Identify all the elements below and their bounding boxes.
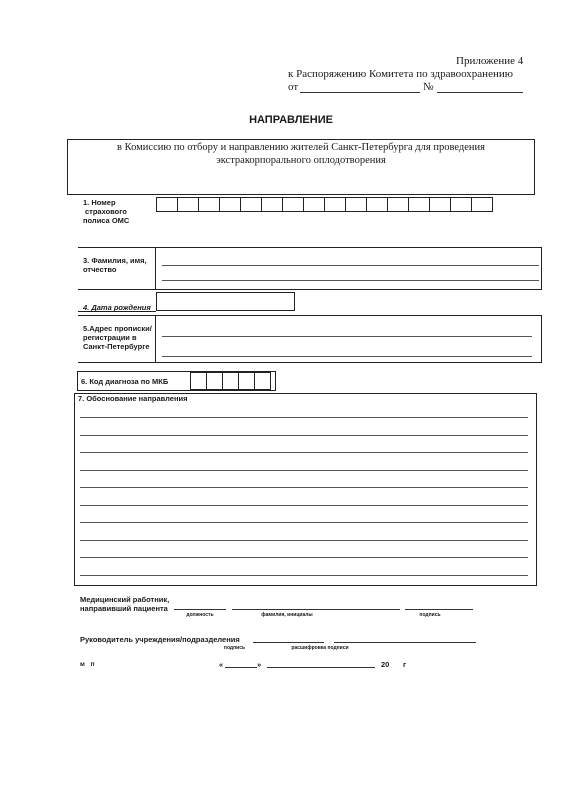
order-number-field[interactable] [437, 92, 523, 93]
policy-digit-cell[interactable] [219, 197, 241, 212]
caption-position: должность [186, 612, 214, 618]
justification-line[interactable] [80, 575, 528, 576]
medic-signature-field[interactable] [405, 609, 473, 610]
policy-digit-cell[interactable] [408, 197, 430, 212]
justification-line[interactable] [80, 470, 528, 471]
policy-label-line-1: 1. Номер [83, 198, 116, 207]
date-open-quote: « [219, 660, 224, 669]
dob-label: 4. Дата рождения [83, 303, 151, 312]
address-label [83, 324, 152, 351]
policy-digit-cell[interactable] [324, 197, 346, 212]
policy-digit-cell[interactable] [429, 197, 451, 212]
icd-digit-cell[interactable] [222, 372, 239, 390]
head-label: Руководитель учреждения/подразделения [80, 635, 240, 644]
icd-digit-cell[interactable] [206, 372, 223, 390]
medic-label-line-2: направивший пациента [80, 604, 168, 613]
justification-line[interactable] [80, 522, 528, 523]
icd-digit-cell[interactable] [190, 372, 207, 390]
icd-code-cells[interactable] [191, 372, 271, 390]
justification-line[interactable] [80, 435, 528, 436]
policy-digit-cell[interactable] [450, 197, 472, 212]
date-year-suffix: г [403, 660, 407, 669]
fio-input-line-1[interactable] [162, 265, 539, 266]
medic-label-line-1: Медицинский работник, [80, 595, 170, 604]
head-signature-field[interactable] [253, 642, 324, 643]
policy-label-line-3: полиса ОМС [83, 216, 130, 225]
order-date-field[interactable] [300, 92, 420, 93]
icd-digit-cell[interactable] [254, 372, 271, 390]
policy-digit-cell[interactable] [177, 197, 199, 212]
policy-label [83, 198, 129, 225]
appendix-label: Приложение 4 [456, 55, 524, 67]
fio-label-line-2: отчество [83, 265, 117, 274]
caption-decryption: расшифровка подписи [291, 645, 349, 651]
policy-digit-cell[interactable] [198, 197, 220, 212]
caption-signature-2: подпись [223, 645, 246, 651]
policy-digit-cell[interactable] [471, 197, 493, 212]
dob-field[interactable] [156, 292, 295, 311]
medic-name-field[interactable] [232, 609, 400, 610]
medic-label [80, 595, 169, 613]
justification-line[interactable] [80, 505, 528, 506]
policy-label-line-2: страхового [85, 207, 127, 216]
head-decryption-field[interactable] [334, 642, 476, 643]
policy-number-cells[interactable] [157, 197, 493, 211]
order-reference: к Распоряжению Комитета по здравоохранению [288, 68, 513, 80]
address-divider [155, 315, 156, 363]
purpose-line-2: экстракорпорального оплодотворения [216, 155, 386, 166]
caption-name: фамилия, инициалы [261, 612, 313, 618]
justification-line[interactable] [80, 417, 528, 418]
justification-line[interactable] [80, 487, 528, 488]
justification-line[interactable] [80, 540, 528, 541]
justification-label: 7. Обоснование направления [78, 394, 188, 403]
policy-digit-cell[interactable] [240, 197, 262, 212]
address-label-line-2: регистрации в [83, 333, 137, 342]
fio-box [78, 247, 542, 290]
document-title: НАПРАВЛЕНИЕ [249, 114, 333, 126]
fio-divider [155, 247, 156, 290]
fio-label-line-1: 3. Фамилия, имя, [83, 256, 147, 265]
policy-digit-cell[interactable] [387, 197, 409, 212]
justification-lines[interactable] [80, 405, 528, 585]
fio-input-line-2[interactable] [162, 280, 539, 281]
date-day-field[interactable] [225, 667, 257, 668]
icd-label: 6. Код диагноза по МКБ [81, 377, 169, 386]
order-date-label: от [288, 81, 299, 93]
caption-signature: подпись [419, 612, 441, 618]
date-close-quote: » [257, 660, 262, 669]
medic-position-field[interactable] [174, 609, 226, 610]
date-year-prefix: 20 [381, 660, 390, 669]
address-input-line-1[interactable] [162, 336, 532, 337]
purpose-line-1: в Комиссию по отбору и направлению жителей Санкт-Петербурга для проведения [117, 142, 485, 153]
order-number-label: № [423, 81, 434, 93]
purpose-box [67, 139, 535, 195]
icd-digit-cell[interactable] [238, 372, 255, 390]
policy-digit-cell[interactable] [366, 197, 388, 212]
policy-digit-cell[interactable] [282, 197, 304, 212]
policy-digit-cell[interactable] [261, 197, 283, 212]
policy-digit-cell[interactable] [345, 197, 367, 212]
address-label-line-3: Санкт-Петербурге [83, 342, 150, 351]
stamp-label: м п [80, 661, 97, 668]
address-input-line-2[interactable] [162, 356, 532, 357]
policy-digit-cell[interactable] [156, 197, 178, 212]
policy-digit-cell[interactable] [303, 197, 325, 212]
date-month-field[interactable] [267, 667, 375, 668]
fio-label [83, 256, 147, 274]
address-label-line-1: 5.Адрес прописки/ [83, 324, 152, 333]
justification-line[interactable] [80, 557, 528, 558]
justification-line[interactable] [80, 452, 528, 453]
